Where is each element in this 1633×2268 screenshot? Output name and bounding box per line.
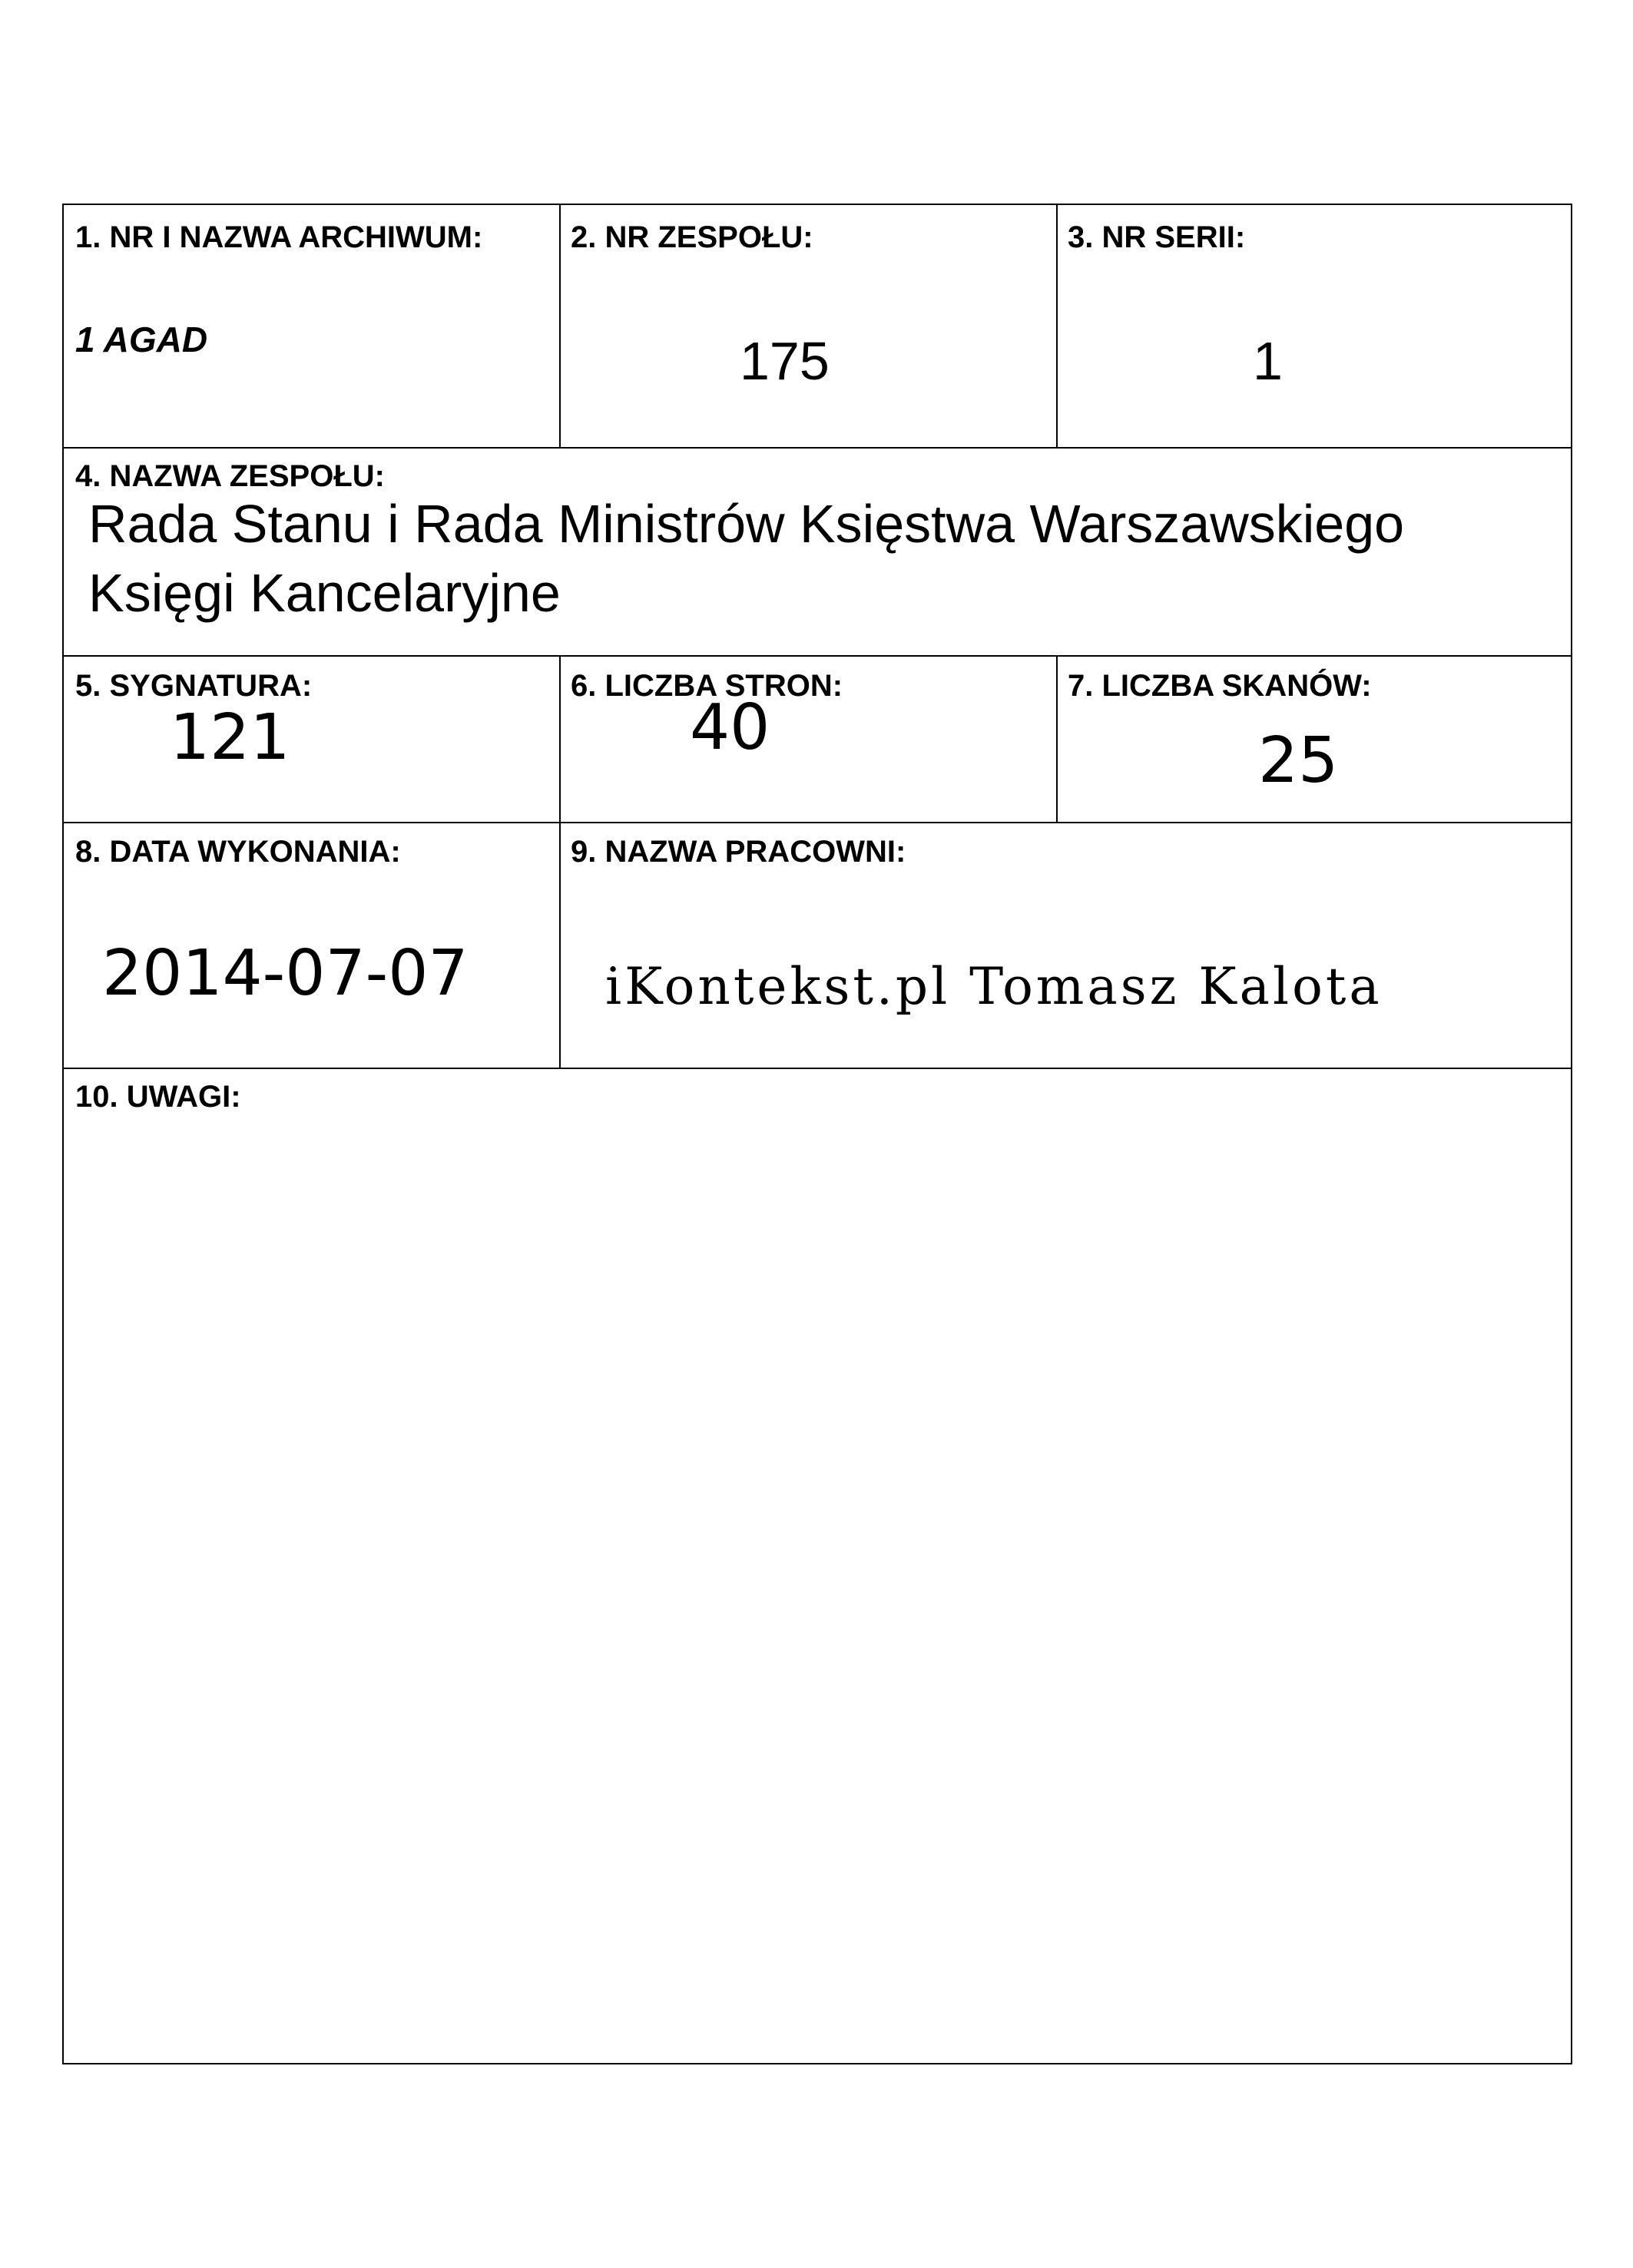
column-divider-2-row1: [1056, 205, 1058, 448]
workshop-label: 9. NAZWA PRACOWNI:: [571, 835, 906, 869]
archive-label: 1. NR I NAZWA ARCHIWUM:: [75, 220, 483, 254]
remarks-label: 10. UWAGI:: [75, 1080, 241, 1114]
fonds-name-line2: Księgi Kancelaryjne: [88, 563, 561, 623]
signature-label: 5. SYGNATURA:: [75, 669, 313, 703]
column-divider-row4: [559, 823, 561, 1068]
column-divider-2-row3: [1056, 656, 1058, 823]
row-divider-3: [64, 822, 1571, 823]
fonds-name-label: 4. NAZWA ZESPOŁU:: [75, 459, 385, 493]
scan-count-label: 7. LICZBA SKANÓW:: [1068, 669, 1372, 703]
column-divider-1-row3: [559, 656, 561, 823]
page-count-value: 40: [690, 691, 770, 764]
series-number-label: 3. NR SERII:: [1068, 220, 1246, 254]
fonds-number-value: 175: [740, 331, 830, 391]
row-divider-1: [64, 447, 1571, 449]
archive-value: 1 AGAD: [75, 320, 208, 359]
fonds-number-label: 2. NR ZESPOŁU:: [571, 220, 813, 254]
row-divider-4: [64, 1068, 1571, 1069]
signature-value: 121: [170, 701, 290, 774]
column-divider-1-row1: [559, 205, 561, 448]
row-divider-2: [64, 655, 1571, 657]
date-value: 2014-07-07: [102, 937, 469, 1010]
page-count-label: 6. LICZBA STRON:: [571, 669, 843, 703]
workshop-value: iKontekst.pl Tomasz Kalota: [605, 957, 1383, 1016]
date-label: 8. DATA WYKONANIA:: [75, 835, 401, 869]
archive-metadata-form: [62, 204, 1572, 2064]
fonds-name-line1: Rada Stanu i Rada Ministrów Księstwa Warszawskiego: [88, 494, 1405, 554]
series-number-value: 1: [1253, 331, 1283, 391]
scan-count-value: 25: [1258, 724, 1339, 797]
